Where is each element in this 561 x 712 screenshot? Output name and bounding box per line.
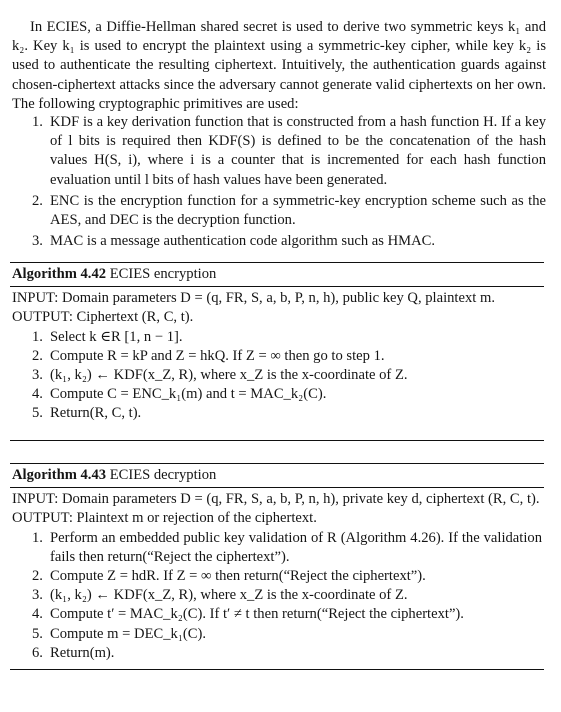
step-text: Select k ∈R [1, n − 1]. — [50, 328, 183, 345]
output-line — [12, 509, 542, 528]
step-number: 1. — [32, 529, 43, 546]
algorithm-label: Algorithm 4.43 — [12, 467, 107, 483]
input-line — [12, 289, 542, 308]
algorithm-step — [12, 347, 542, 366]
step-text: Compute m = DEC_k₁(C). — [50, 625, 207, 642]
input-text: Domain parameters D = (q, FR, S, a, b, P, n, h), public key Q, plaintext m. — [61, 290, 495, 307]
step-text: Perform an embedded public key validation of R (Algorithm 4.26). If the validation fails then return(“Reject the ciphertext”). — [50, 529, 542, 565]
algorithm-step — [12, 567, 542, 586]
step-text: Compute R = kP and Z = hkQ. If Z = ∞ then go to step 1. — [50, 347, 385, 364]
algorithm-step — [12, 404, 542, 423]
output-label: OUTPUT: — [12, 510, 73, 527]
intro-paragraph — [12, 18, 546, 114]
step-number: 6. — [32, 644, 43, 661]
intro-text: In ECIES, a Diffie-Hellman shared secret is used to derive two symmetric keys k₁ and k₂. Key k₁ is used to encrypt the plaintext using a symmetric-key cipher, while key k₂ is used to authenticate the resulting ciphertext. Intuitively, the authentication guards against chosen-ciphertext attacks since the adversary cannot generate valid ciphertexts on her own. The following cryptographic primitives are used: — [12, 19, 546, 112]
algorithm-label: Algorithm 4.42 — [12, 266, 107, 282]
list-item — [12, 192, 546, 230]
input-label: INPUT: — [12, 491, 59, 508]
algorithm-heading — [10, 464, 544, 487]
input-label: INPUT: — [12, 290, 59, 307]
algorithm-step — [12, 529, 542, 567]
algorithm-encryption — [10, 262, 544, 441]
step-number: 2. — [32, 347, 43, 364]
step-number: 3. — [32, 367, 43, 384]
primitives-list — [12, 113, 546, 253]
step-number: 1. — [32, 328, 43, 345]
step-text: (k₁, k₂) ← KDF(x_Z, R), where x_Z is the x-coordinate of Z. — [50, 367, 408, 384]
step-text: (k₁, k₂) ← KDF(x_Z, R), where x_Z is the x-coordinate of Z. — [50, 587, 408, 604]
step-text: Return(m). — [50, 644, 115, 661]
list-text: MAC is a message authentication code algorithm such as HMAC. — [50, 233, 436, 250]
output-text: Ciphertext (R, C, t). — [76, 309, 194, 326]
input-line — [12, 490, 542, 509]
input-text: Domain parameters D = (q, FR, S, a, b, P, n, h), private key d, ciphertext (R, C, t). — [61, 491, 540, 508]
algorithm-step — [12, 625, 542, 644]
step-number: 4. — [32, 606, 43, 623]
list-number: 3. — [32, 233, 43, 250]
algorithm-body — [10, 287, 544, 429]
step-text: Compute C = ENC_k₁(m) and t = MAC_k₂(C). — [50, 386, 327, 403]
algorithm-step — [12, 385, 542, 404]
list-number: 2. — [32, 192, 43, 209]
list-number: 1. — [32, 114, 43, 130]
algorithm-decryption — [10, 463, 544, 670]
algorithm-step — [12, 366, 542, 385]
step-text: Return(R, C, t). — [50, 405, 142, 422]
algorithm-step — [12, 328, 542, 347]
list-item — [12, 113, 546, 190]
step-number: 5. — [32, 405, 43, 422]
bottom-rule — [10, 440, 544, 441]
algorithm-body — [10, 488, 544, 669]
list-text: KDF is a key derivation function that is constructed from a hash function H. If a key of l bits is required then KDF(S) is defined to be the concatenation of the hash values H(S, i), where i is a counter that is incremented for each hash function evaluation until l bits of hash values have been generated. — [50, 114, 546, 188]
output-label: OUTPUT: — [12, 309, 73, 326]
output-text: Plaintext m or rejection of the ciphertext. — [76, 510, 317, 527]
algorithm-title: ECIES encryption — [109, 266, 217, 282]
bottom-rule — [10, 669, 544, 670]
list-item — [12, 232, 546, 251]
step-number: 5. — [32, 625, 43, 642]
step-number: 4. — [32, 386, 43, 403]
algorithm-title: ECIES decryption — [109, 467, 217, 483]
step-text: Compute t′ = MAC_k₂(C). If t′ ≠ t then return(“Reject the ciphertext”). — [50, 606, 464, 623]
step-number: 2. — [32, 568, 43, 585]
step-text: Compute Z = hdR. If Z = ∞ then return(“Reject the ciphertext”). — [50, 568, 426, 585]
step-number: 3. — [32, 587, 43, 604]
algorithm-step — [12, 644, 542, 663]
list-text: ENC is the encryption function for a symmetric-key encryption scheme such as the AES, and DEC is the decryption function. — [50, 192, 546, 229]
algorithm-heading — [10, 263, 544, 286]
algorithm-step — [12, 605, 542, 624]
output-line — [12, 308, 542, 327]
algorithm-step — [12, 586, 542, 605]
